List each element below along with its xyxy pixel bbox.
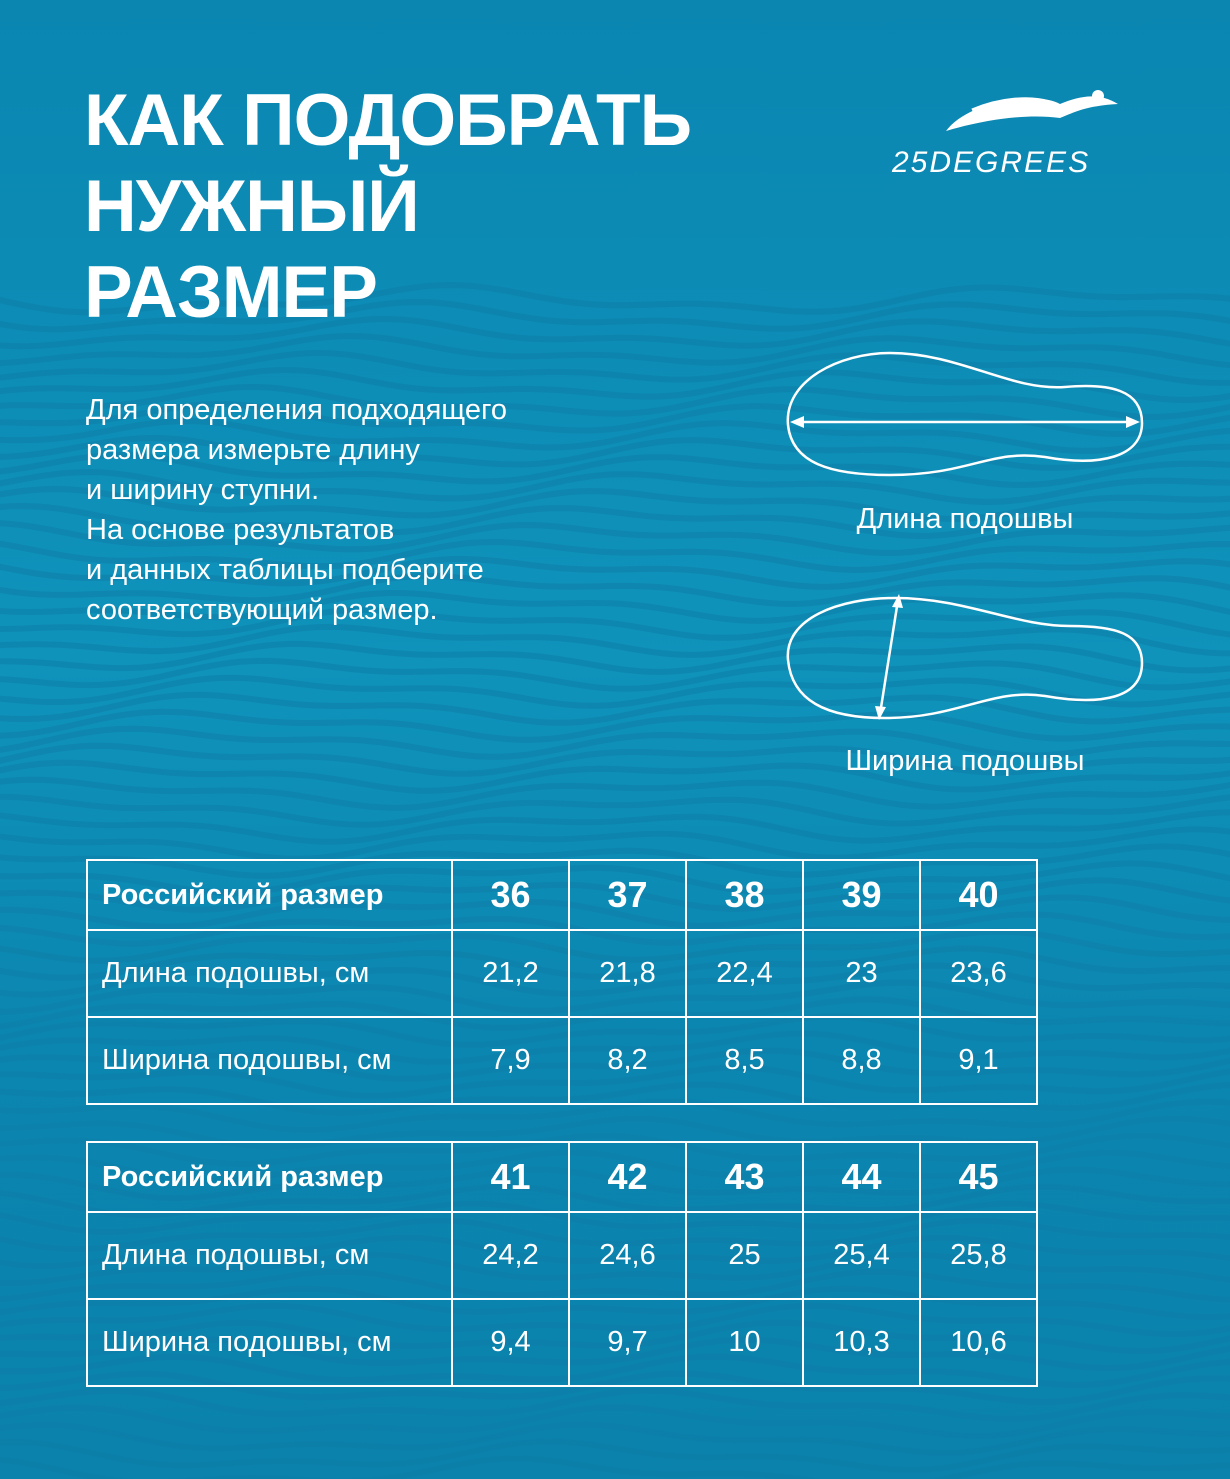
table-row bbox=[87, 1017, 1037, 1104]
size-cell: 36 bbox=[452, 860, 569, 930]
size-cell: 43 bbox=[686, 1142, 803, 1212]
length-cell: 21,2 bbox=[452, 930, 569, 1017]
sole-length-diagram bbox=[780, 345, 1152, 495]
size-cell: 44 bbox=[803, 1142, 920, 1212]
wave-line bbox=[0, 829, 1230, 858]
size-cell: 42 bbox=[569, 1142, 686, 1212]
intro-line: и данных таблицы подберите bbox=[86, 554, 484, 586]
size-cell: 41 bbox=[452, 1142, 569, 1212]
width-cell: 10 bbox=[686, 1299, 803, 1386]
length-cell: 25,4 bbox=[803, 1212, 920, 1299]
intro-line: Для определения подходящего bbox=[86, 394, 508, 426]
size-cell: 37 bbox=[569, 860, 686, 930]
length-cell: 24,2 bbox=[452, 1212, 569, 1299]
length-cell: 22,4 bbox=[686, 930, 803, 1017]
wave-line bbox=[0, 1408, 1230, 1436]
header-label: Российский размер bbox=[87, 860, 452, 930]
width-cell: 8,2 bbox=[569, 1017, 686, 1104]
intro-line: соответствующий размер. bbox=[86, 594, 438, 626]
width-cell: 9,4 bbox=[452, 1299, 569, 1386]
length-label: Длина подошвы, см bbox=[87, 1212, 452, 1299]
size-cell: 39 bbox=[803, 860, 920, 930]
intro-line: На основе результатов bbox=[86, 514, 395, 546]
length-cell: 24,6 bbox=[569, 1212, 686, 1299]
width-cell: 9,1 bbox=[920, 1017, 1037, 1104]
width-cell: 10,6 bbox=[920, 1299, 1037, 1386]
intro-text bbox=[86, 390, 507, 630]
length-cell: 25,8 bbox=[920, 1212, 1037, 1299]
length-cell: 21,8 bbox=[569, 930, 686, 1017]
title-line-1: КАК ПОДОБРАТЬ bbox=[84, 80, 692, 161]
swimmer-icon bbox=[946, 96, 1118, 131]
size-cell: 40 bbox=[920, 860, 1037, 930]
header-label: Российский размер bbox=[87, 1142, 452, 1212]
width-label: Ширина подошвы, см bbox=[87, 1017, 452, 1104]
title-line-3: РАЗМЕР bbox=[84, 252, 377, 333]
size-cell: 45 bbox=[920, 1142, 1037, 1212]
table-row bbox=[87, 1142, 1037, 1212]
table-row bbox=[87, 930, 1037, 1017]
width-cell: 9,7 bbox=[569, 1299, 686, 1386]
width-cell: 8,5 bbox=[686, 1017, 803, 1104]
length-cell: 23,6 bbox=[920, 930, 1037, 1017]
wave-line bbox=[0, 1459, 1230, 1479]
width-label: Ширина подошвы, см bbox=[87, 1299, 452, 1386]
width-cell: 8,8 bbox=[803, 1017, 920, 1104]
width-caption: Ширина подошвы bbox=[845, 745, 1085, 777]
size-table-1 bbox=[86, 859, 1038, 1105]
width-cell: 10,3 bbox=[803, 1299, 920, 1386]
title-line-2: НУЖНЫЙ bbox=[84, 166, 419, 247]
length-caption: Длина подошвы bbox=[856, 503, 1074, 535]
size-table-2 bbox=[86, 1141, 1038, 1387]
table-row bbox=[87, 1212, 1037, 1299]
table-row bbox=[87, 1299, 1037, 1386]
sole-width-diagram bbox=[780, 588, 1152, 738]
length-label: Длина подошвы, см bbox=[87, 930, 452, 1017]
width-cell: 7,9 bbox=[452, 1017, 569, 1104]
intro-line: и ширину ступни. bbox=[86, 474, 320, 506]
length-cell: 23 bbox=[803, 930, 920, 1017]
table-row bbox=[87, 860, 1037, 930]
size-cell: 38 bbox=[686, 860, 803, 930]
page-title bbox=[84, 78, 691, 336]
brand-name: 25DEGREES bbox=[892, 146, 1091, 179]
brand-logo bbox=[880, 84, 1150, 184]
length-cell: 25 bbox=[686, 1212, 803, 1299]
intro-line: размера измерьте длину bbox=[86, 434, 420, 466]
